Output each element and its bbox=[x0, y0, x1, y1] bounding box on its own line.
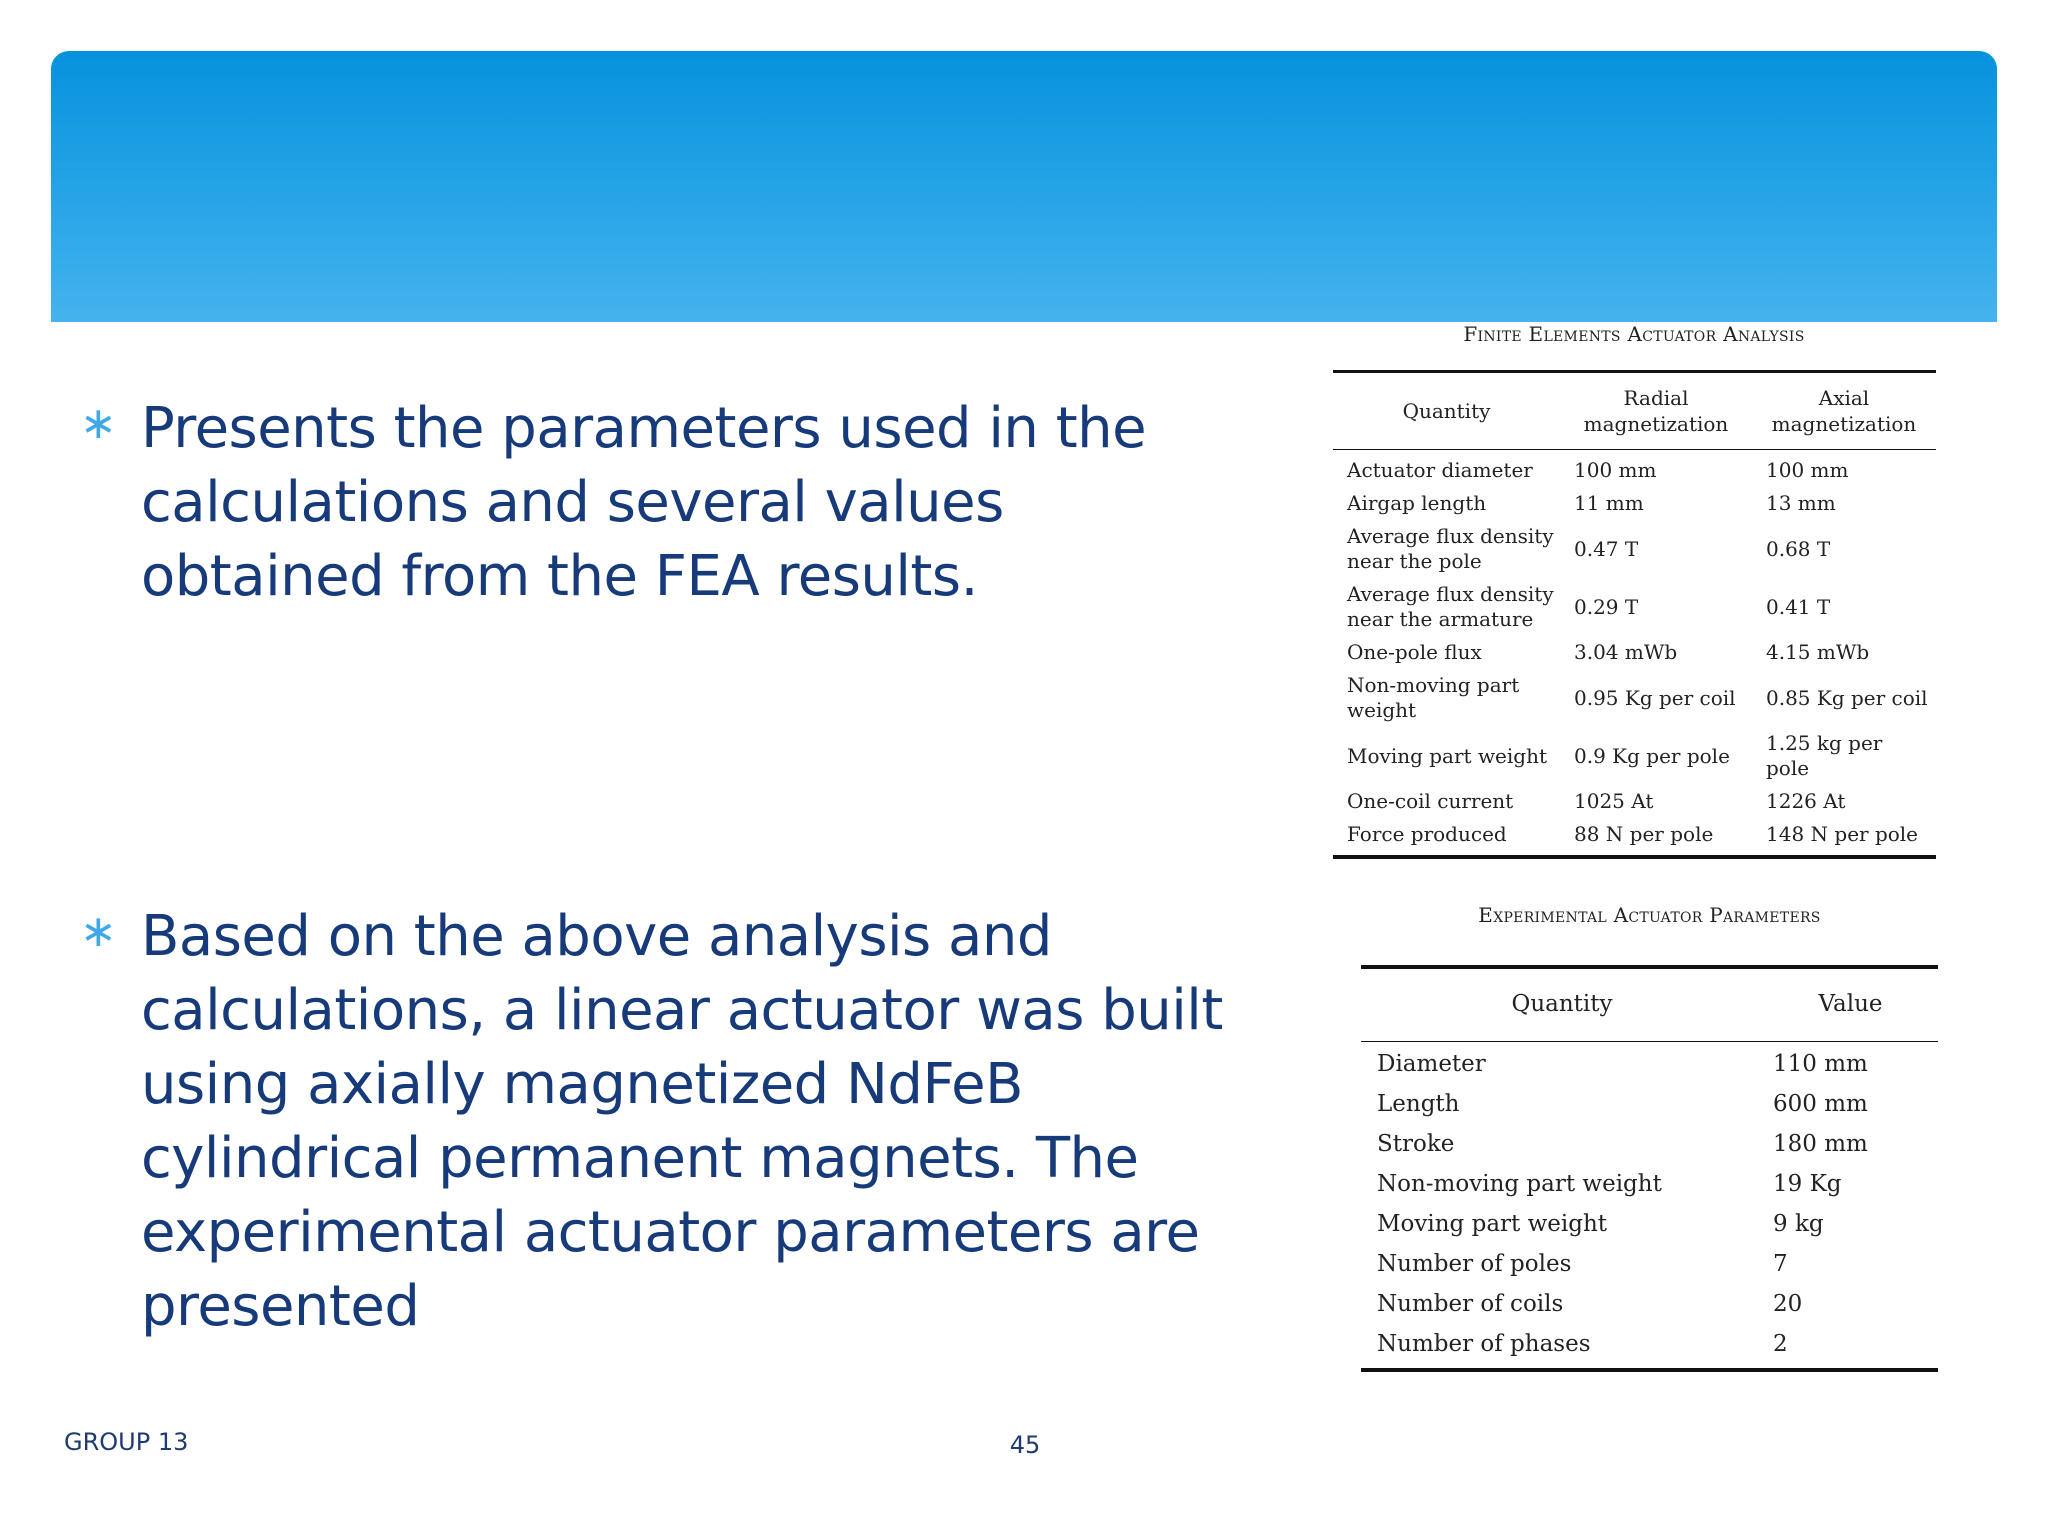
footer-group-label: GROUP 13 bbox=[64, 1428, 189, 1456]
exp-header-value: Value bbox=[1763, 967, 1938, 1042]
exp-cell-quantity: Stroke bbox=[1377, 1131, 1455, 1157]
fea-cell-axial: 0.85 Kg per coil bbox=[1766, 685, 1928, 710]
fea-cell-quantity: Average flux density near the armature bbox=[1347, 582, 1554, 631]
fea-cell-axial: 0.41 T bbox=[1766, 594, 1831, 619]
fea-cell-radial: 3.04 mWb bbox=[1574, 640, 1678, 664]
exp-cell-quantity: Moving part weight bbox=[1377, 1211, 1608, 1237]
fea-table-row bbox=[1333, 520, 1936, 578]
fea-table bbox=[1333, 370, 1936, 859]
exp-cell-value: 2 bbox=[1773, 1331, 1788, 1357]
fea-cell-quantity: One-pole flux bbox=[1347, 640, 1482, 664]
bullet-text: Presents the parameters used in the calculations and several values obtained from the FEA results. bbox=[141, 396, 1147, 609]
exp-cell-value: 7 bbox=[1773, 1251, 1788, 1277]
exp-cell-value: 180 mm bbox=[1773, 1131, 1868, 1157]
fea-table-row bbox=[1333, 727, 1936, 785]
fea-cell-radial: 0.9 Kg per pole bbox=[1574, 743, 1730, 768]
exp-cell-quantity: Number of coils bbox=[1377, 1291, 1564, 1317]
fea-cell-radial: 88 N per pole bbox=[1574, 822, 1714, 846]
fea-cell-radial: 100 mm bbox=[1574, 458, 1657, 482]
fea-cell-quantity: Airgap length bbox=[1347, 491, 1487, 515]
fea-table-row bbox=[1333, 636, 1936, 669]
fea-cell-radial: 1025 At bbox=[1574, 789, 1654, 813]
fea-cell-axial: 13 mm bbox=[1766, 491, 1836, 515]
fea-cell-quantity: One-coil current bbox=[1347, 789, 1514, 813]
fea-table-row bbox=[1333, 487, 1936, 520]
asterisk-bullet-icon: ∗ bbox=[80, 398, 117, 449]
exp-table-row bbox=[1361, 1324, 1938, 1370]
fea-table-header-row bbox=[1333, 372, 1936, 450]
exp-cell-value: 19 Kg bbox=[1773, 1171, 1842, 1197]
exp-table bbox=[1361, 965, 1938, 1372]
exp-cell-quantity: Length bbox=[1377, 1091, 1460, 1117]
exp-table-header-row bbox=[1361, 967, 1938, 1042]
fea-cell-radial: 0.29 T bbox=[1574, 594, 1639, 619]
fea-cell-quantity: Non-moving part weight bbox=[1347, 673, 1520, 722]
exp-cell-value: 9 kg bbox=[1773, 1211, 1824, 1237]
exp-table-row bbox=[1361, 1164, 1938, 1204]
fea-table-row bbox=[1333, 450, 1936, 488]
exp-table-row bbox=[1361, 1124, 1938, 1164]
exp-table-row bbox=[1361, 1204, 1938, 1244]
exp-cell-value: 110 mm bbox=[1773, 1051, 1868, 1077]
asterisk-bullet-icon: ∗ bbox=[80, 906, 117, 957]
fea-cell-axial: 0.68 T bbox=[1766, 536, 1831, 561]
fea-table-row bbox=[1333, 818, 1936, 857]
fea-cell-radial: 0.95 Kg per coil bbox=[1574, 685, 1736, 710]
page-number: 45 bbox=[1009, 1431, 1041, 1459]
fea-header-axial: Axial magnetization bbox=[1752, 372, 1936, 450]
exp-cell-quantity: Diameter bbox=[1377, 1051, 1486, 1077]
fea-table-caption: Finite Elements Actuator Analysis bbox=[1463, 322, 1805, 346]
exp-header-quantity: Quantity bbox=[1361, 967, 1763, 1042]
fea-header-quantity: Quantity bbox=[1333, 372, 1560, 450]
exp-cell-quantity: Number of poles bbox=[1377, 1251, 1572, 1277]
fea-table-row bbox=[1333, 785, 1936, 818]
exp-cell-value: 20 bbox=[1773, 1291, 1803, 1317]
fea-cell-quantity: Actuator diameter bbox=[1347, 458, 1533, 482]
fea-cell-radial: 11 mm bbox=[1574, 491, 1644, 515]
fea-cell-axial: 148 N per pole bbox=[1766, 822, 1919, 846]
bullet-text: Based on the above analysis and calculations, a linear actuator was built using axially magnetized NdFeB cylindrical permanent magnets. The experimental actuator parameters are presented bbox=[141, 904, 1223, 1339]
exp-cell-quantity: Number of phases bbox=[1377, 1331, 1591, 1357]
exp-table-row bbox=[1361, 1244, 1938, 1284]
fea-table-row bbox=[1333, 578, 1936, 636]
fea-cell-axial: 1226 At bbox=[1766, 789, 1846, 813]
exp-table-caption: Experimental Actuator Parameters bbox=[1478, 903, 1821, 927]
header-band bbox=[51, 51, 1997, 322]
fea-cell-quantity: Moving part weight bbox=[1347, 743, 1548, 768]
fea-table-row bbox=[1333, 669, 1936, 727]
fea-cell-axial: 4.15 mWb bbox=[1766, 640, 1870, 664]
fea-cell-quantity: Force produced bbox=[1347, 822, 1507, 846]
exp-table-row bbox=[1361, 1284, 1938, 1324]
fea-cell-axial: 100 mm bbox=[1766, 458, 1849, 482]
exp-table-row bbox=[1361, 1084, 1938, 1124]
fea-cell-quantity: Average flux density near the pole bbox=[1347, 524, 1554, 573]
fea-cell-radial: 0.47 T bbox=[1574, 536, 1639, 561]
exp-cell-value: 600 mm bbox=[1773, 1091, 1868, 1117]
fea-header-radial: Radial magnetization bbox=[1560, 372, 1752, 450]
exp-table-row bbox=[1361, 1042, 1938, 1085]
exp-cell-quantity: Non-moving part weight bbox=[1377, 1171, 1662, 1197]
fea-cell-axial: 1.25 kg per pole bbox=[1766, 731, 1883, 780]
